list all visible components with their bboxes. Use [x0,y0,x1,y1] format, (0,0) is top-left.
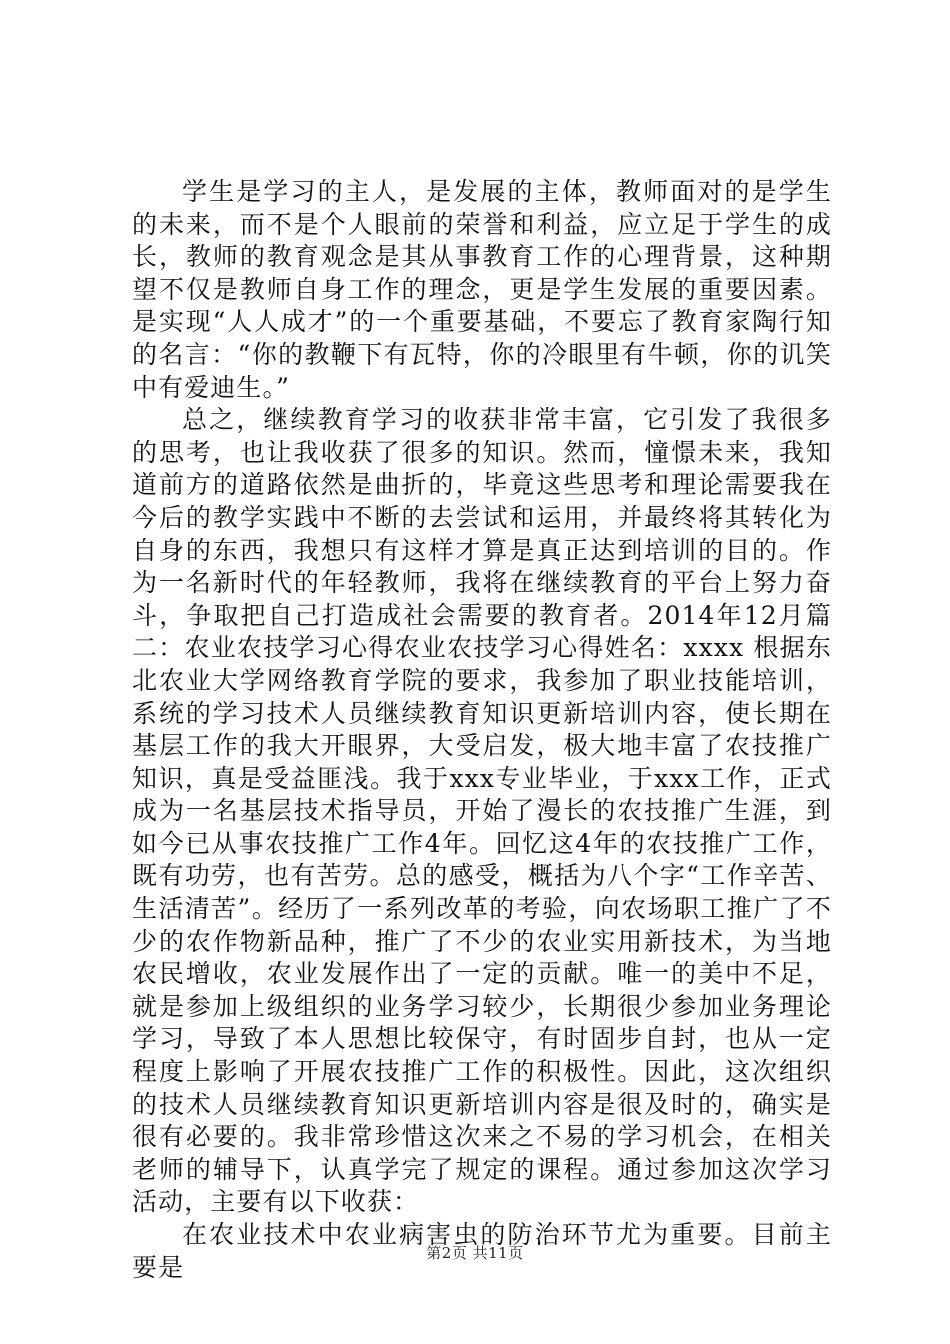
document-body [132,176,832,1284]
paragraph: 总之，继续教育学习的收获非常丰富，它引发了我很多的思考，也让我收获了很多的知识。然而，憧憬未来，我知道前方的道路依然是曲折的，毕竟这些思考和理论需要我在今后的教学实践中不断的去尝试和运用，并最终将其转化为自身的东西，我想只有这样才算是真正达到培训的目的。作为一名新时代的年轻教师，我将在继续教育的平台上努力奋斗，争取把自己打造成社会需要的教育者。2014年12月篇二：农业农技学习心得农业农技学习心得姓名：xxxx 根据东北农业大学网络教育学院的要求，我参加了职业技能培训，系统的学习技术人员继续教育知识更新培训内容，使长期在基层工作的我大开眼界，大受启发，极大地丰富了农技推广知识，真是受益匪浅。我于xxx专业毕业，于xxx工作，正式成为一名基层技术指导员，开始了漫长的农技推广生涯，到如今已从事农技推广工作4年。回忆这4年的农技推广工作，既有功劳，也有苦劳。总的感受，概括为八个字“工作辛苦、生活清苦”。经历了一系列改革的考验，向农场职工推广了不少的农作物新品种，推广了不少的农业实用新技术，为当地农民增收，农业发展作出了一定的贡献。唯一的美中不足，就是参加上级组织的业务学习较少，长期很少参加业务理论学习，导致了本人思想比较保守，有时固步自封，也从一定程度上影响了开展农技推广工作的积极性。因此，这次组织的技术人员继续教育知识更新培训内容是很及时的，确实是很有必要的。我非常珍惜这次来之不易的学习机会，在相关老师的辅导下，认真学完了规定的课程。通过参加这次学习活动，主要有以下收获： [132,405,832,1217]
page-footer: 第2页 共11页 [426,1244,524,1262]
paragraph: 学生是学习的主人，是发展的主体，教师面对的是学生的未来，而不是个人眼前的荣誉和利益，应立足于学生的成长，教师的教育观念是其从事教育工作的心理背景，这种期望不仅是教师自身工作的理念，更是学生发展的重要因素。是实现“人人成才”的一个重要基础，不要忘了教育家陶行知的名言：“你的教鞭下有瓦特，你的冷眼里有牛顿，你的讥笑中有爱迪生。” [132,177,832,402]
paragraph: 在农业技术中农业病害虫的防治环节尤为重要。目前主要是 [132,1220,832,1282]
